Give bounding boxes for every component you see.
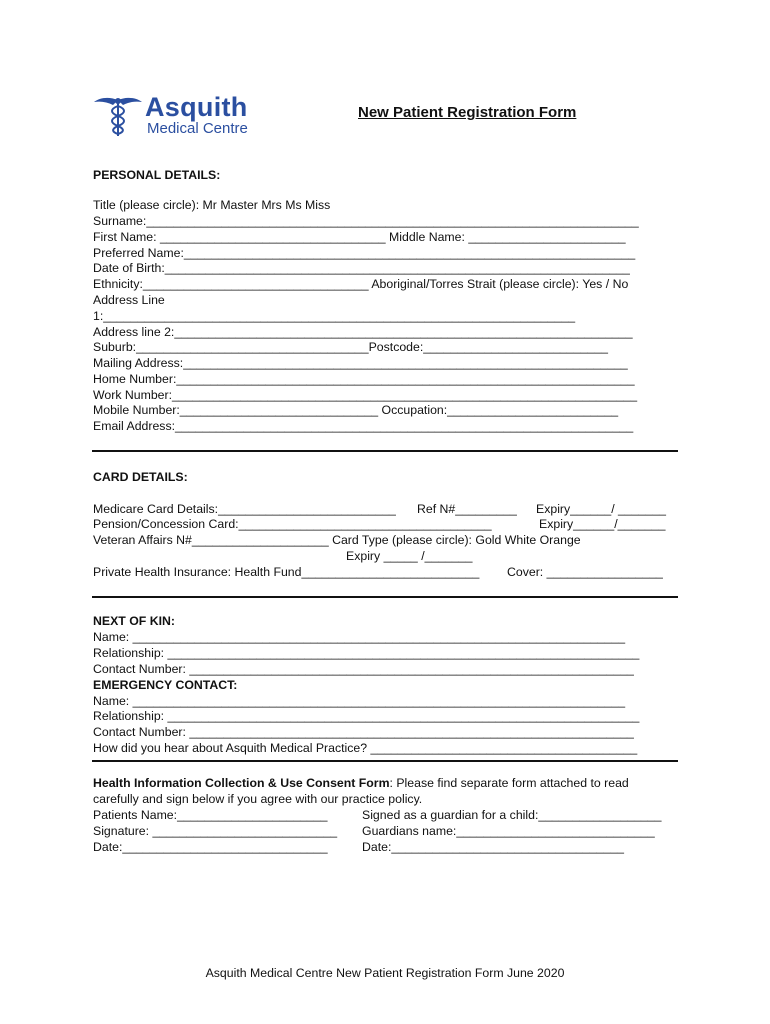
home-number-field[interactable]: Home Number:___________________________________________________________________ xyxy=(93,372,635,386)
veteran-field[interactable]: Veteran Affairs N#____________________ Card Type (please circle): Gold White Orange xyxy=(93,533,581,547)
pension-field[interactable]: Pension/Concession Card:_____________________________________ xyxy=(93,517,492,531)
consent-instruction: : Please find separate form attached to read xyxy=(389,776,629,790)
patients-name-field[interactable]: Patients Name:______________________ xyxy=(93,808,328,822)
emergency-contact-field[interactable]: Contact Number: _________________________________________________________________ xyxy=(93,725,634,739)
address-line1-field[interactable]: 1:_____________________________________________________________________ xyxy=(93,309,576,323)
consent-text xyxy=(93,776,629,791)
address-line2-field[interactable]: Address line 2:___________________________________________________________________ xyxy=(93,325,633,339)
emergency-relationship-field[interactable]: Relationship: _____________________________________________________________________ xyxy=(93,709,640,723)
kin-relationship-field[interactable]: Relationship: _____________________________________________________________________ xyxy=(93,646,640,660)
emergency-name-field[interactable]: Name: ________________________________________________________________________ xyxy=(93,694,626,708)
section-divider xyxy=(92,596,678,598)
mailing-address-field[interactable]: Mailing Address:_________________________________________________________________ xyxy=(93,356,628,370)
guardians-name-field[interactable]: Guardians name:_____________________________ xyxy=(362,824,655,838)
title-field[interactable]: Title (please circle): Mr Master Mrs Ms Miss xyxy=(93,198,331,212)
guardian-signature-field[interactable]: Signed as a guardian for a child:__________________ xyxy=(362,808,662,822)
work-number-field[interactable]: Work Number:____________________________________________________________________ xyxy=(93,388,638,402)
suburb-field[interactable]: Suburb:__________________________________Postcode:___________________________ xyxy=(93,340,608,354)
kin-name-field[interactable]: Name: ________________________________________________________________________ xyxy=(93,630,626,644)
surname-field[interactable]: Surname:________________________________________________________________________ xyxy=(93,214,639,228)
address-line1-label: Address Line xyxy=(93,293,165,307)
dob-field[interactable]: Date of Birth:____________________________________________________________________ xyxy=(93,261,630,275)
medicare-field[interactable]: Medicare Card Details:__________________________ xyxy=(93,502,396,516)
caduceus-icon xyxy=(93,94,143,138)
date-field-right[interactable]: Date:__________________________________ xyxy=(362,840,624,854)
ref-field[interactable]: Ref N#_________ xyxy=(417,502,517,516)
cover-field[interactable]: Cover: _________________ xyxy=(507,565,663,579)
referral-source-field[interactable]: How did you hear about Asquith Medical Practice? _______________________________________ xyxy=(93,741,638,755)
section-divider xyxy=(92,450,678,452)
consent-text-line2: carefully and sign below if you agree with our practice policy. xyxy=(93,792,423,806)
medicare-expiry-field[interactable]: Expiry______/ _______ xyxy=(536,502,666,516)
health-fund-field[interactable]: Private Health Insurance: Health Fund__________________________ xyxy=(93,565,480,579)
clinic-logo xyxy=(93,94,273,140)
next-of-kin-heading: NEXT OF KIN: xyxy=(93,614,175,628)
kin-contact-field[interactable]: Contact Number: _________________________________________________________________ xyxy=(93,662,634,676)
date-field-left[interactable]: Date:______________________________ xyxy=(93,840,328,854)
section-divider xyxy=(92,760,678,762)
logo-name: Asquith xyxy=(145,92,248,122)
mobile-number-field[interactable]: Mobile Number:_____________________________ Occupation:_________________________ xyxy=(93,403,619,417)
emergency-contact-heading: EMERGENCY CONTACT: xyxy=(93,678,238,692)
personal-details-heading: PERSONAL DETAILS: xyxy=(93,168,221,182)
preferred-name-field[interactable]: Preferred Name:__________________________________________________________________ xyxy=(93,246,636,260)
page-footer: Asquith Medical Centre New Patient Registration Form June 2020 xyxy=(205,966,565,980)
consent-title: Health Information Collection & Use Consent Form xyxy=(93,776,390,790)
first-name-field[interactable]: First Name: _________________________________ Middle Name: _______________________ xyxy=(93,230,626,244)
signature-field[interactable]: Signature: ___________________________ xyxy=(93,824,338,838)
form-title: New Patient Registration Form xyxy=(358,104,577,121)
ethnicity-field[interactable]: Ethnicity:_________________________________ Aboriginal/Torres Strait (please circle): Yes / No xyxy=(93,277,629,291)
card-details-heading: CARD DETAILS: xyxy=(93,470,188,484)
pension-expiry-field[interactable]: Expiry______/_______ xyxy=(539,517,666,531)
veteran-expiry-field[interactable]: Expiry _____ /_______ xyxy=(346,549,473,563)
logo-subtitle: Medical Centre xyxy=(147,120,248,137)
email-field[interactable]: Email Address:___________________________________________________________________ xyxy=(93,419,634,433)
